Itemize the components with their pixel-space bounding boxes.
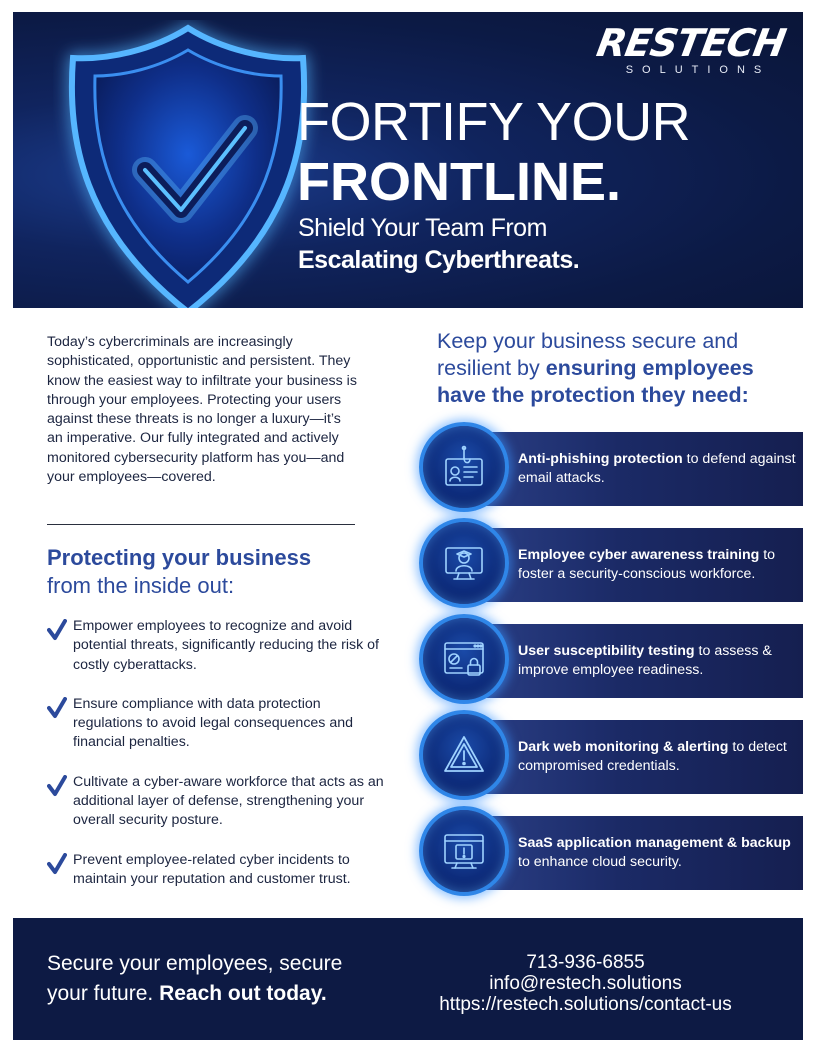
warning-triangle-icon xyxy=(442,733,486,777)
feature-rest: to detect compromised credentials. xyxy=(518,738,787,774)
contact-info xyxy=(413,952,758,1015)
feature-awareness-training xyxy=(419,526,803,602)
feature-rest: to enhance cloud security. xyxy=(518,854,682,870)
checkmark-icon xyxy=(47,697,67,719)
contact-url[interactable]: https://restech.solutions/contact-us xyxy=(439,994,732,1015)
cta-line2-plain: your future. xyxy=(47,982,160,1005)
benefit-item xyxy=(47,617,387,675)
checkmark-icon xyxy=(47,619,67,641)
checkmark-icon xyxy=(47,853,67,875)
keep-heading-plain: Keep your business secure and resilient by xyxy=(437,329,739,380)
intro-paragraph: Today’s cybercriminals are increasingly sophisticated, opportunistic and persistent. They know the easiest way to infiltrate your business is through your employees. Protecting your users against these threats is no longer a luxury—it’s an imperative. Our fully integrated and actively monitored cybersecurity platform has you—and your employees—covered. xyxy=(47,334,357,486)
phishing-hook-icon xyxy=(442,445,486,489)
benefit-text: Cultivate a cyber-aware workforce that acts as an additional layer of defense, strengthening your overall security posture. xyxy=(73,773,384,829)
feature-rest: to foster a security-conscious workforce. xyxy=(518,546,776,582)
feature-saas-management xyxy=(419,814,803,890)
benefit-item xyxy=(47,851,387,890)
restech-logo xyxy=(591,21,791,76)
hero-subtitle-line1: Shield Your Team From xyxy=(298,214,547,242)
feature-susceptibility-testing xyxy=(419,622,803,698)
hero-subtitle-line2: Escalating Cyberthreats. xyxy=(298,246,580,274)
benefit-item xyxy=(47,695,387,753)
feature-bold: User susceptibility testing xyxy=(518,642,695,659)
hero-banner xyxy=(13,12,803,308)
section-divider xyxy=(47,524,355,525)
feature-text xyxy=(518,718,798,796)
protect-heading-line2: from the inside out: xyxy=(47,573,235,598)
feature-bold: Dark web monitoring & alerting xyxy=(518,738,729,755)
feature-bold: Employee cyber awareness training xyxy=(518,546,760,563)
feature-text xyxy=(518,622,798,700)
benefit-text: Ensure compliance with data protection regulations to avoid legal consequences and financial penalties. xyxy=(73,695,354,751)
keep-heading-bold: ensuring employees have the protection they need: xyxy=(437,356,754,407)
feature-anti-phishing xyxy=(419,430,803,506)
cta-line2 xyxy=(47,982,327,1006)
feature-rest: to assess & improve employee readiness. xyxy=(518,642,772,678)
feature-text xyxy=(518,526,798,604)
logo-tagline: SOLUTIONS xyxy=(625,64,771,76)
feature-bold: SaaS application management & backup xyxy=(518,834,791,851)
hero-title-line1: FORTIFY YOUR xyxy=(297,92,691,152)
feature-text xyxy=(518,430,798,508)
hero-title-line2: FRONTLINE. xyxy=(297,152,621,212)
feature-rest: to defend against email attacks. xyxy=(518,450,796,486)
benefit-text: Prevent employee-related cyber incidents to maintain your reputation and customer trust. xyxy=(73,851,351,887)
contact-email[interactable]: info@restech.solutions xyxy=(489,973,682,994)
feature-text xyxy=(518,814,798,892)
benefit-text: Empower employees to recognize and avoid potential threats, significantly reducing the risk of costly cyberattacks. xyxy=(73,618,379,673)
protect-heading-line1: Protecting your business xyxy=(47,545,312,570)
feature-bold: Anti-phishing protection xyxy=(518,450,683,467)
cta-line2-bold: Reach out today. xyxy=(159,982,327,1005)
contact-phone[interactable]: 713-936-6855 xyxy=(526,952,645,973)
benefits-list xyxy=(47,617,387,889)
training-monitor-icon xyxy=(442,541,486,585)
checkmark-icon xyxy=(47,775,67,797)
feature-dark-web-monitoring xyxy=(419,718,803,794)
saas-alert-icon xyxy=(442,829,486,873)
keep-heading xyxy=(437,328,797,409)
logo-wordmark: RESTECH xyxy=(593,21,789,65)
testing-window-icon xyxy=(442,637,486,681)
benefit-item xyxy=(47,773,387,831)
cta-line1: Secure your employees, secure xyxy=(47,952,343,975)
footer-banner xyxy=(13,918,803,1040)
